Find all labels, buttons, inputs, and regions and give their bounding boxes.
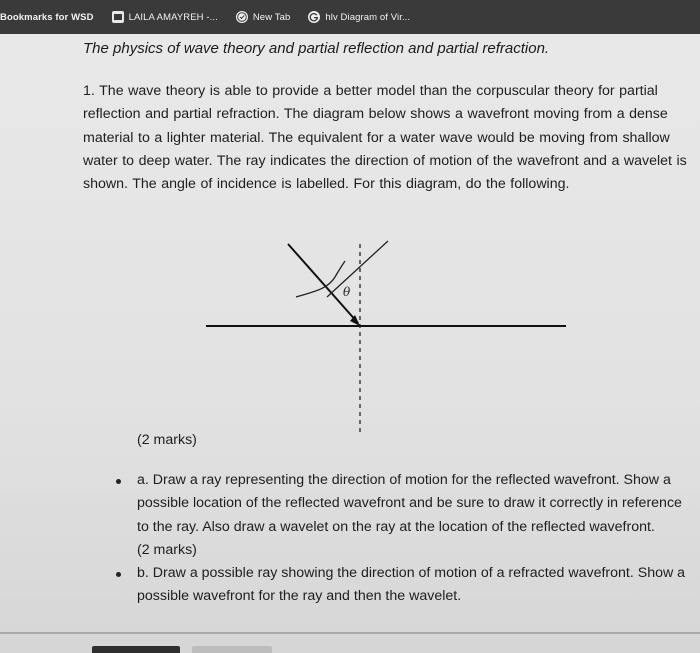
bullet-icon	[116, 572, 121, 577]
sub-question-text: b. Draw a possible ray showing the direction of motion of a refracted wavefront. Show a possible wavefront for the ray and then the wavelet.	[137, 565, 686, 605]
document-page	[0, 34, 700, 653]
wavefront-line	[327, 241, 388, 297]
google-icon	[308, 11, 320, 23]
marks-label: (2 marks)	[137, 432, 197, 448]
sub-question-text: a. Draw a ray representing the direction of motion for the reflected wavefront. Show a possible location of the reflected wavefront and be sure to draw it correctly in reference to the ray. Also draw a wavelet on the ray at the location of the reflected wavefront.	[137, 472, 682, 535]
doc-icon	[112, 11, 124, 23]
sub-question-marks: (2 marks)	[137, 541, 197, 558]
bottom-button-primary[interactable]	[92, 646, 180, 653]
bookmark-label: hlv Diagram of Vir...	[325, 11, 411, 23]
sub-question-b	[116, 562, 696, 609]
question-1	[83, 80, 695, 196]
sub-question-a	[116, 469, 696, 562]
question-text: The wave theory is able to provide a better model than the corpuscular theory for partial reflection and partial refraction. The diagram below shows a wavefront moving from a dense material to a lighter material. The equivalent for a water wave would be moving from shallow water to deep water. The ray indicates the direction of motion of the wavefront and a wavelet is shown. The angle of incidence is labelled. For this diagram, do the following.	[83, 83, 687, 193]
incident-ray	[288, 244, 358, 323]
angle-label: θ	[343, 285, 351, 299]
wavefront-diagram	[200, 234, 580, 434]
question-number: 1.	[83, 83, 95, 99]
page-title: The physics of wave theory and partial reflection and partial refraction.	[83, 40, 550, 57]
bookmark-new-tab[interactable]	[236, 11, 291, 23]
bookmarks-bar	[0, 0, 700, 34]
sub-question-list	[116, 469, 696, 609]
wavelet-arc	[296, 261, 345, 297]
bottom-button-secondary[interactable]	[192, 646, 272, 653]
bookmark-label: New Tab	[252, 11, 291, 23]
page-divider	[0, 632, 700, 634]
bookmark-label: LAILA AMAYREH -...	[128, 11, 218, 23]
globe-icon	[236, 11, 248, 23]
bookmarks-folder-label[interactable]: Bookmarks for WSD	[0, 11, 94, 23]
bookmark-hlv-diagram[interactable]	[308, 11, 410, 23]
bullet-icon	[116, 479, 121, 484]
bookmark-laila-amayreh[interactable]	[112, 11, 218, 23]
